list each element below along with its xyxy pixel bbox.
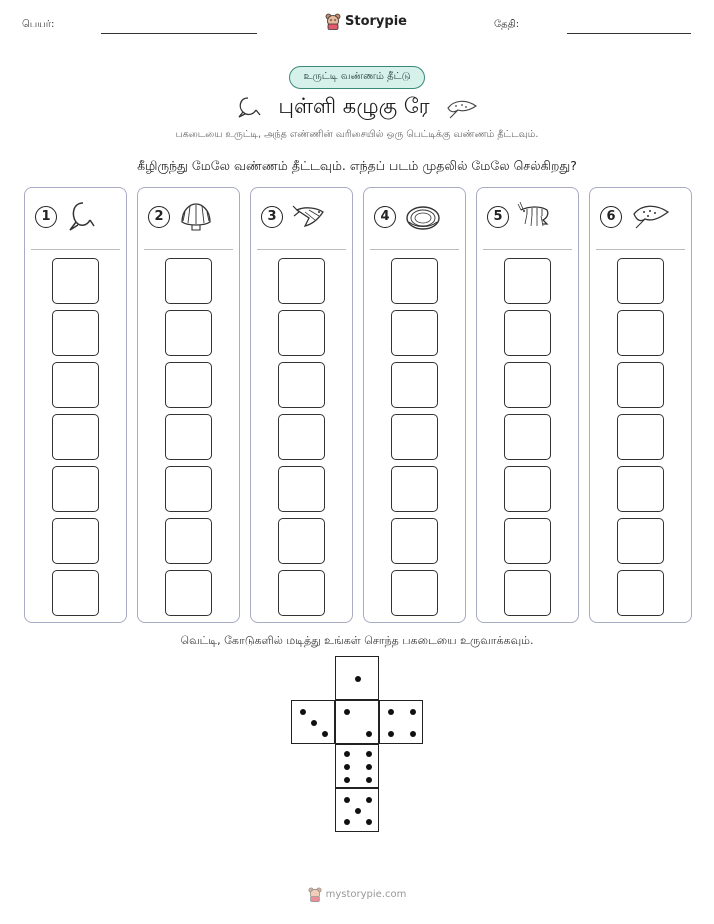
instruction: கீழிருந்து மேலே வண்ணம் தீட்டவும். எந்தப் படம் முதலில் மேலே செல்கிறது? <box>137 158 577 173</box>
color-box[interactable] <box>391 310 438 356</box>
column-number: 3 <box>261 206 283 228</box>
color-box[interactable] <box>617 414 664 460</box>
color-box[interactable] <box>617 310 664 356</box>
color-box[interactable] <box>504 414 551 460</box>
scallop-shell-icon <box>178 200 214 234</box>
color-box[interactable] <box>165 466 212 512</box>
column-divider <box>483 249 572 250</box>
shrimp-icon <box>517 200 557 234</box>
color-box[interactable] <box>52 466 99 512</box>
color-box[interactable] <box>278 414 325 460</box>
column-number: 6 <box>600 206 622 228</box>
clam-shell-icon <box>404 200 442 234</box>
color-box[interactable] <box>504 466 551 512</box>
color-box[interactable] <box>52 362 99 408</box>
footer-url[interactable]: mystorypie.com <box>325 889 407 900</box>
column-4 <box>363 187 466 623</box>
color-box[interactable] <box>52 570 99 616</box>
column-number: 1 <box>35 206 57 228</box>
fish-icon <box>291 200 329 234</box>
column-number: 4 <box>374 206 396 228</box>
eagle-ray-icon <box>444 96 480 120</box>
eagle-ray-icon <box>630 200 672 234</box>
activity-badge: உருட்டி வண்ணம் தீட்டு <box>289 66 425 89</box>
color-box[interactable] <box>165 518 212 564</box>
die-face-4 <box>379 700 423 744</box>
column-number: 5 <box>487 206 509 228</box>
color-box[interactable] <box>278 570 325 616</box>
color-box[interactable] <box>391 362 438 408</box>
bear-icon <box>308 887 322 902</box>
color-box[interactable] <box>504 310 551 356</box>
column-divider <box>257 249 346 250</box>
column-number: 2 <box>148 206 170 228</box>
column-divider <box>144 249 233 250</box>
color-box[interactable] <box>165 258 212 304</box>
title-row <box>0 94 714 121</box>
die-face-5 <box>335 788 379 832</box>
bear-icon <box>325 13 341 30</box>
color-box[interactable] <box>617 518 664 564</box>
color-box[interactable] <box>391 570 438 616</box>
die-face-2 <box>335 700 379 744</box>
date-line <box>567 33 691 34</box>
color-box[interactable] <box>504 518 551 564</box>
column-divider <box>596 249 685 250</box>
color-box[interactable] <box>165 362 212 408</box>
color-box[interactable] <box>278 362 325 408</box>
column-2 <box>137 187 240 623</box>
color-box[interactable] <box>52 310 99 356</box>
column-3 <box>250 187 353 623</box>
color-box[interactable] <box>617 570 664 616</box>
color-box[interactable] <box>617 258 664 304</box>
column-1 <box>24 187 127 623</box>
color-box[interactable] <box>52 518 99 564</box>
color-box[interactable] <box>391 258 438 304</box>
color-box[interactable] <box>165 570 212 616</box>
color-box[interactable] <box>165 414 212 460</box>
brand-name: Storypie <box>345 14 407 29</box>
column-6 <box>589 187 692 623</box>
name-label: பெயர்: <box>22 19 55 30</box>
color-box[interactable] <box>165 310 212 356</box>
color-box[interactable] <box>278 258 325 304</box>
color-box[interactable] <box>504 258 551 304</box>
column-divider <box>31 249 120 250</box>
subtitle: பகடையை உருட்டி, அந்த எண்ணின் வரிசையில் ஒரு பெட்டிக்கு வண்ணம் தீட்டவும். <box>175 129 539 140</box>
brand-logo <box>325 13 407 30</box>
color-box[interactable] <box>617 466 664 512</box>
color-box[interactable] <box>278 518 325 564</box>
color-box[interactable] <box>52 258 99 304</box>
color-box[interactable] <box>391 414 438 460</box>
footer <box>0 887 714 902</box>
color-box[interactable] <box>391 466 438 512</box>
column-divider <box>370 249 459 250</box>
color-box[interactable] <box>617 362 664 408</box>
die-face-3 <box>291 700 335 744</box>
color-box[interactable] <box>391 518 438 564</box>
cut-instruction: வெட்டி, கோடுகளில் மடித்து உங்கள் சொந்த பகடையை உருவாக்கவும். <box>180 634 534 647</box>
name-line <box>101 33 257 34</box>
date-label: தேதி: <box>494 19 520 30</box>
hook-icon <box>65 200 97 234</box>
die-face-6 <box>335 744 379 788</box>
page-title: புள்ளி கழுகு ரே <box>278 94 430 118</box>
color-box[interactable] <box>52 414 99 460</box>
die-face-1 <box>335 656 379 700</box>
color-box[interactable] <box>278 310 325 356</box>
color-box[interactable] <box>504 362 551 408</box>
color-box[interactable] <box>278 466 325 512</box>
column-5 <box>476 187 579 623</box>
hook-icon <box>234 95 264 121</box>
color-box[interactable] <box>504 570 551 616</box>
